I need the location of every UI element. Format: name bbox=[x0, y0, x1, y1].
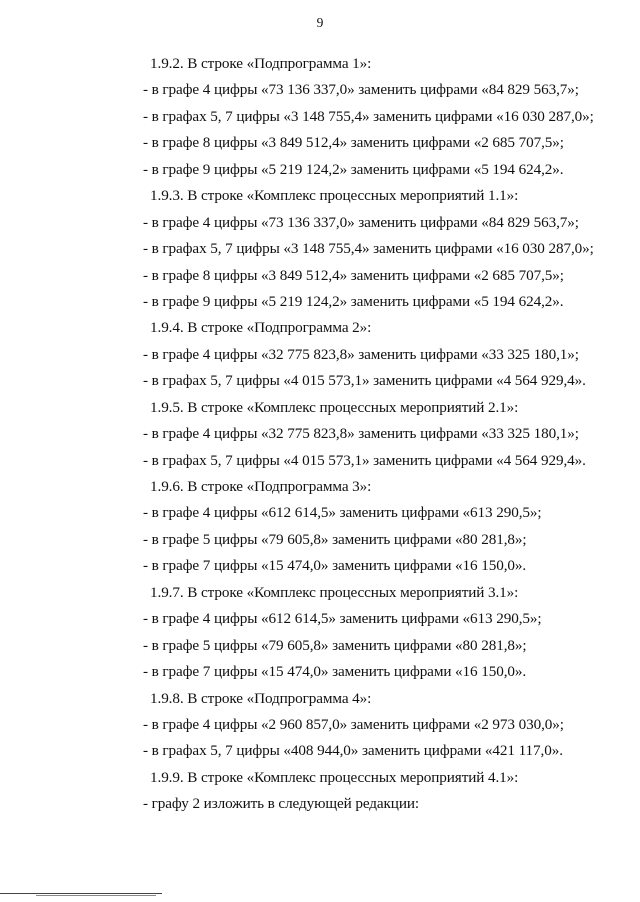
section-heading: 1.9.2. В строке «Подпрограмма 1»: bbox=[150, 55, 372, 72]
section-heading: 1.9.5. В строке «Комплекс процессных мероприятий 2.1»: bbox=[150, 398, 519, 416]
list-item: - в графе 7 цифры «15 474,0» заменить цифрами «16 150,0». bbox=[143, 557, 527, 575]
section-heading: 1.9.8. В строке «Подпрограмма 4»: bbox=[150, 689, 372, 707]
list-item: - в графе 9 цифры «5 219 124,2» заменить цифрами «5 194 624,2». bbox=[143, 160, 564, 178]
list-item: - в графе 4 цифры «73 136 337,0» заменить цифрами «84 829 563,7»; bbox=[143, 213, 579, 231]
list-item: - в графе 4 цифры «32 775 823,8» заменить цифрами «33 325 180,1»; bbox=[143, 345, 579, 363]
footer-divider bbox=[36, 895, 156, 896]
section-heading: 1.9.9. В строке «Комплекс процессных мероприятий 4.1»: bbox=[150, 768, 519, 786]
section-heading: 1.9.6. В строке «Подпрограмма 3»: bbox=[150, 478, 372, 495]
list-item: - в графе 4 цифры «73 136 337,0» заменить цифрами «84 829 563,7»; bbox=[143, 81, 579, 99]
list-item: - в графах 5, 7 цифры «3 148 755,4» заменить цифрами «16 030 287,0»; bbox=[143, 107, 594, 125]
list-item: - в графе 7 цифры «15 474,0» заменить цифрами «16 150,0». bbox=[143, 663, 527, 681]
list-item: - в графе 4 цифры «32 775 823,8» заменить цифрами «33 325 180,1»; bbox=[143, 425, 579, 443]
list-item: - в графах 5, 7 цифры «4 015 573,1» заменить цифрами «4 564 929,4». bbox=[143, 372, 586, 390]
list-item: - графу 2 изложить в следующей редакции: bbox=[143, 795, 420, 813]
section-heading: 1.9.3. В строке «Комплекс процессных мероприятий 1.1»: bbox=[150, 187, 519, 205]
list-item: - в графе 8 цифры «3 849 512,4» заменить цифрами «2 685 707,5»; bbox=[143, 266, 564, 284]
footer-divider bbox=[0, 893, 162, 894]
document-body bbox=[0, 51, 640, 818]
list-item: - в графе 4 цифры «2 960 857,0» заменить цифрами «2 973 030,0»; bbox=[143, 715, 564, 733]
section-heading: 1.9.7. В строке «Комплекс процессных мероприятий 3.1»: bbox=[150, 583, 519, 601]
list-item: - в графе 4 цифры «612 614,5» заменить цифрами «613 290,5»; bbox=[143, 610, 542, 628]
page-number: 9 bbox=[316, 15, 324, 30]
list-item: - в графах 5, 7 цифры «4 015 573,1» заменить цифрами «4 564 929,4». bbox=[143, 451, 586, 469]
section-heading: 1.9.4. В строке «Подпрограмма 2»: bbox=[150, 319, 372, 337]
list-item: - в графе 5 цифры «79 605,8» заменить цифрами «80 281,8»; bbox=[143, 530, 527, 548]
list-item: - в графе 5 цифры «79 605,8» заменить цифрами «80 281,8»; bbox=[143, 636, 527, 654]
list-item: - в графе 9 цифры «5 219 124,2» заменить цифрами «5 194 624,2». bbox=[143, 292, 564, 310]
list-item: - в графе 8 цифры «3 849 512,4» заменить цифрами «2 685 707,5»; bbox=[143, 134, 564, 152]
list-item: - в графах 5, 7 цифры «408 944,0» заменить цифрами «421 117,0». bbox=[143, 742, 563, 760]
list-item: - в графе 4 цифры «612 614,5» заменить цифрами «613 290,5»; bbox=[143, 504, 542, 522]
list-item: - в графах 5, 7 цифры «3 148 755,4» заменить цифрами «16 030 287,0»; bbox=[143, 240, 594, 258]
